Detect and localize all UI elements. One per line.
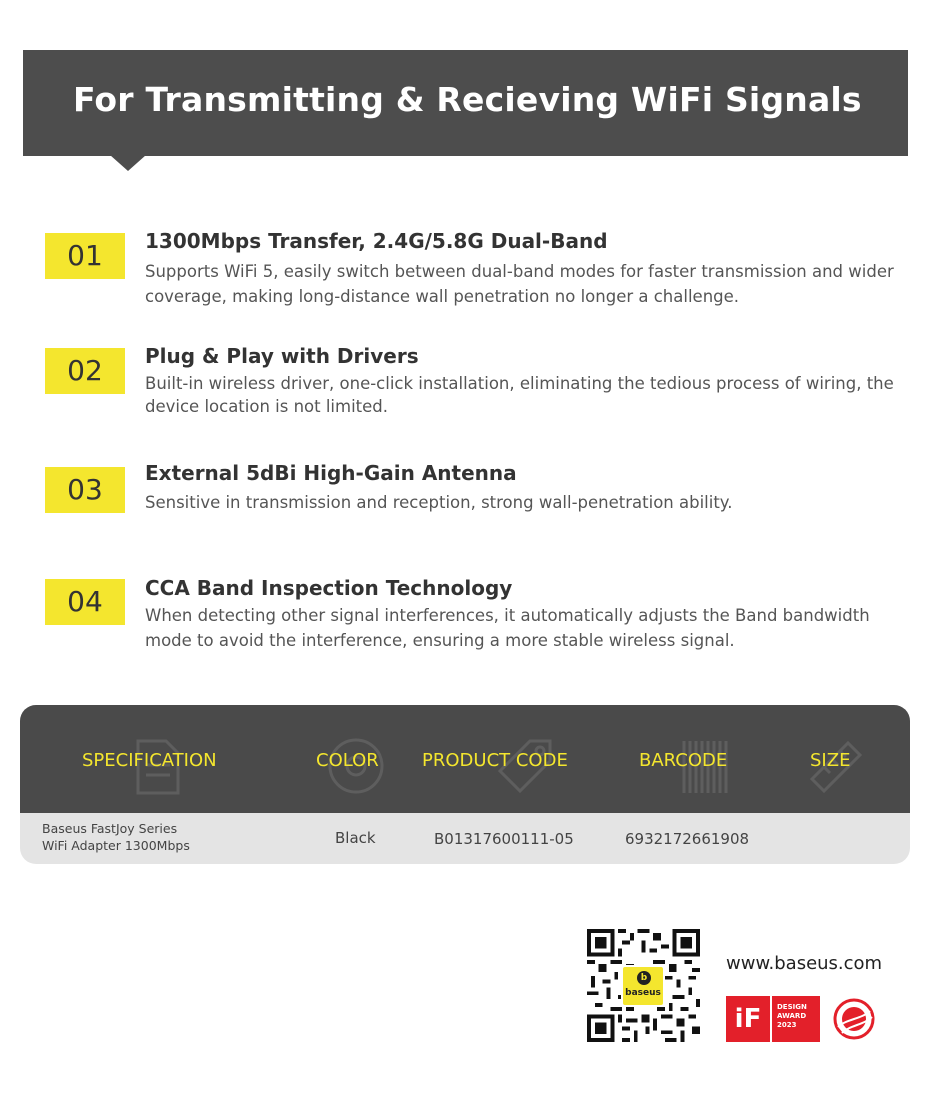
if-award-line1: DESIGN xyxy=(777,1003,807,1011)
spec-color-value: Black xyxy=(335,829,376,847)
feature-description: When detecting other signal interferences, it automatically adjusts the Band bandwidth mode to avoid the interference, ensuring a more stable wireless signal. xyxy=(145,606,870,650)
feature-number-badge: 04 xyxy=(45,579,125,625)
banner-pointer xyxy=(110,155,146,171)
if-award-text xyxy=(772,996,820,1042)
spec-header-color: COLOR xyxy=(316,750,379,771)
feature-title: CCA Band Inspection Technology xyxy=(145,576,513,600)
website-link[interactable]: www.baseus.com xyxy=(726,953,883,974)
if-logo: iF xyxy=(726,996,770,1042)
if-award-line2: AWARD xyxy=(777,1012,807,1020)
qr-logo-text: baseus xyxy=(625,988,661,998)
spec-header-size: SIZE xyxy=(810,750,851,771)
if-award-line3: 2023 xyxy=(777,1021,797,1029)
spec-barcode-value: 6932172661908 xyxy=(625,830,750,848)
spec-model-line2: WiFi Adapter 1300Mbps xyxy=(42,838,190,853)
feature-description: Sensitive in transmission and reception, strong wall-penetration ability. xyxy=(145,493,733,512)
feature-title: 1300Mbps Transfer, 2.4G/5.8G Dual-Band xyxy=(145,229,608,253)
feature-number-badge: 03 xyxy=(45,467,125,513)
red-dot-award-icon xyxy=(832,997,876,1041)
header-banner xyxy=(23,50,908,156)
spec-model-line1: Baseus FastJoy Series xyxy=(42,821,178,836)
feature-title: Plug & Play with Drivers xyxy=(145,344,419,368)
feature-number-badge: 02 xyxy=(45,348,125,394)
feature-description: Built-in wireless driver, one-click installation, eliminating the tedious process of wiring, the device location is not limited. xyxy=(145,374,894,416)
feature-title: External 5dBi High-Gain Antenna xyxy=(145,461,517,485)
brand-logo xyxy=(621,965,665,1007)
spec-header-barcode: BARCODE xyxy=(639,750,728,771)
spec-table xyxy=(20,705,910,864)
spec-header-product-code: PRODUCT CODE xyxy=(422,750,568,771)
if-design-award-badge xyxy=(726,996,820,1042)
brand-mark-icon: b xyxy=(637,971,651,985)
spec-table-header xyxy=(20,705,910,813)
feature-number-badge: 01 xyxy=(45,233,125,279)
spec-header-specification: SPECIFICATION xyxy=(82,750,217,771)
page-title: For Transmitting & Recieving WiFi Signals xyxy=(73,80,862,119)
feature-description: Supports WiFi 5, easily switch between dual-band modes for faster transmission and wider coverage, making long-distance wall penetration no longer a challenge. xyxy=(145,262,894,306)
spec-product-code-value: B01317600111-05 xyxy=(434,830,574,848)
